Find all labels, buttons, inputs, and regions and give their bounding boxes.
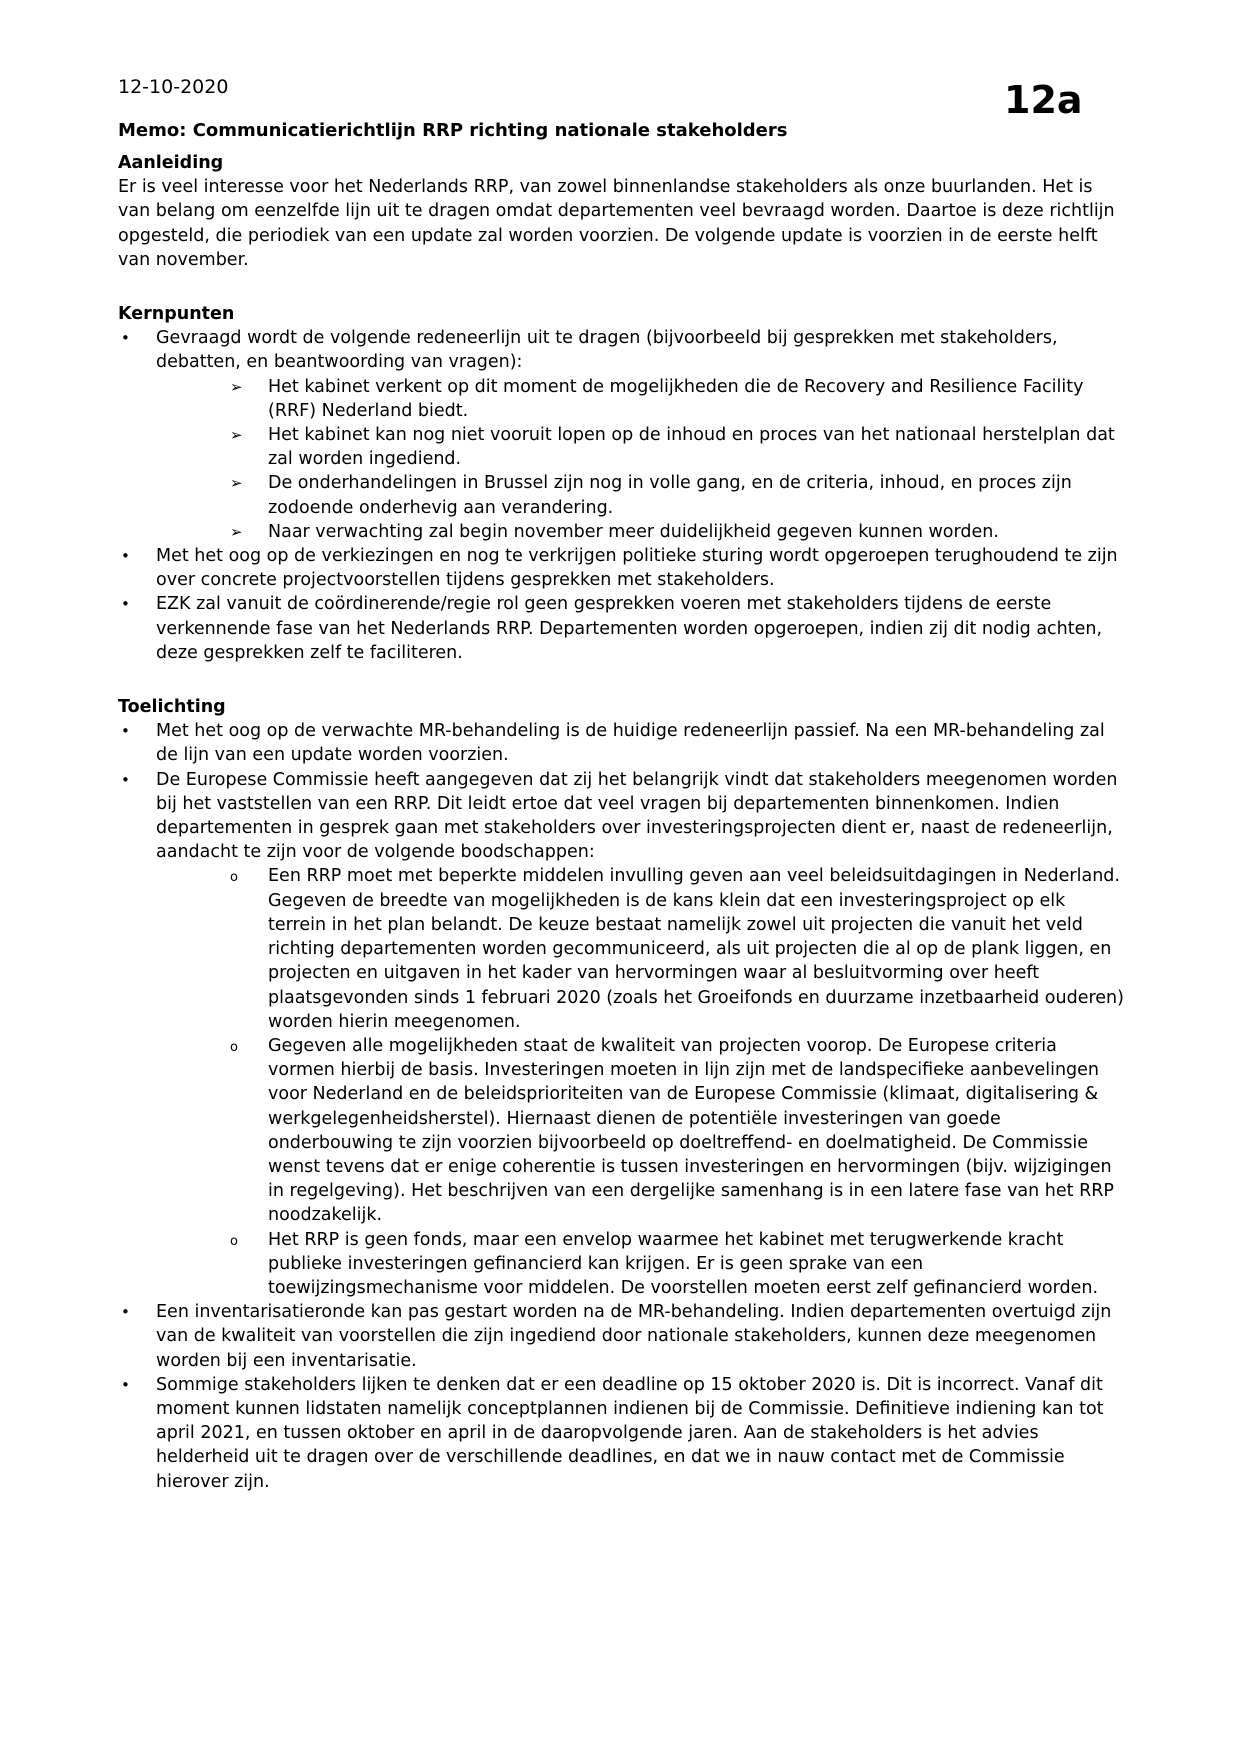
section-heading-kernpunten: Kernpunten: [118, 304, 235, 325]
sub-list-item: [230, 471, 1128, 519]
toelichting-list: [118, 719, 1128, 1494]
bullet-icon: •: [121, 595, 130, 614]
list-item: [118, 1373, 1128, 1494]
sub-list-item: [230, 1228, 1128, 1301]
circle-bullet-icon: o: [230, 870, 238, 886]
sub-list-item-text: Naar verwachting zal begin november meer duidelijkheid gegeven kunnen worden.: [268, 521, 999, 542]
bullet-icon: •: [121, 770, 130, 789]
list-item-text: Met het oog op de verkiezingen en nog te verkrijgen politieke sturing wordt opgeroepen terughoudend te zijn over concrete projectvoorstellen tijdens gesprekken met stakeholders.: [156, 546, 1118, 591]
sub-list-item-text: Het kabinet verkent op dit moment de mogelijkheden die de Recovery and Resilience Facility (RRF) Nederland biedt.: [268, 376, 1084, 421]
list-item-text: Gevraagd wordt de volgende redeneerlijn uit te dragen (bijvoorbeeld bij gesprekken met stakeholders, debatten, en beantwoording van vragen):: [156, 328, 1058, 373]
section-heading-aanleiding: Aanleiding: [118, 153, 224, 173]
aanleiding-paragraph: Er is veel interesse voor het Nederlands RRP, van zowel binnenlandse stakeholders als onze buurlanden. Het is van belang om eenzelfde lijn uit te dragen omdat departementen veel bevraagd worden. Daartoe is deze richtlijn opgesteld, die periodiek van een update zal worden voorzien. De volgende update is voorzien in de eerste helft van november.: [118, 177, 1115, 270]
kernpunten-list: [118, 326, 1128, 665]
list-item-text: Sommige stakeholders lijken te denken dat er een deadline op 15 oktober 2020 is. Dit is incorrect. Vanaf dit moment kunnen lidstaten namelijk conceptplannen indienen bij de Commissie. Definitieve indiening kan tot april 2021, en tussen oktober en april in de daaropvolgende jaren. Aan de stakeholders is het advies helderheid uit te dragen over de verschillende deadlines, en dat we in nauw contact met de Commissie hierover zijn.: [156, 1374, 1104, 1492]
document-number: 12a: [1004, 78, 1083, 122]
bullet-icon: •: [121, 722, 130, 741]
list-item-text: EZK zal vanuit de coördinerende/regie rol geen gesprekken voeren met stakeholders tijdens de eerste verkennende fase van het Nederlands RRP. Departementen worden opgeroepen, indien zij dit nodig achten, deze gesprekken zelf te faciliteren.: [156, 594, 1103, 663]
circle-bullet-icon: o: [230, 1039, 238, 1055]
list-item-text: De Europese Commissie heeft aangegeven dat zij het belangrijk vindt dat stakeholders meegenomen worden bij het vaststellen van een RRP. Dit leidt ertoe dat veel vragen bij departementen binnenkomen. Indien departementen in gesprek gaan met stakeholders over investeringsprojecten dient er, naast de redeneerlijn, aandacht te zijn voor de volgende boodschappen:: [156, 769, 1118, 863]
bullet-icon: •: [121, 1303, 130, 1322]
sub-list-item: [230, 423, 1128, 471]
memo-body: [118, 151, 1128, 1494]
arrow-bullet-icon: ➢: [230, 474, 243, 493]
sub-list-item: [230, 375, 1128, 423]
sub-list-item-text: Het RRP is geen fonds, maar een envelop waarmee het kabinet met terugwerkende kracht publieke investeringen gefinancierd kan krijgen. Er is geen sprake van een toewijzingsmechanisme voor middelen. De voorstellen moeten eerst zelf gefinancierd worden.: [268, 1229, 1099, 1298]
arrow-bullet-icon: ➢: [230, 377, 243, 396]
list-item: [118, 768, 1128, 1300]
bullet-icon: •: [121, 547, 130, 566]
bullet-icon: •: [121, 1375, 130, 1394]
list-item: [118, 544, 1128, 592]
list-item: [118, 1300, 1128, 1373]
sub-list-item-text: Het kabinet kan nog niet vooruit lopen op de inhoud en proces van het nationaal herstelplan dat zal worden ingediend.: [268, 425, 1115, 470]
memo-title: Memo: Communicatierichtlijn RRP richting nationale stakeholders: [118, 120, 788, 141]
memo-date: 12-10-2020: [118, 76, 229, 98]
sub-list-item: [230, 520, 1128, 544]
arrow-bullet-icon: ➢: [230, 522, 243, 541]
sub-list-item: [230, 1034, 1128, 1228]
section-heading-toelichting: Toelichting: [118, 697, 226, 718]
list-item: [118, 326, 1128, 544]
sub-list: [156, 375, 1128, 544]
sub-list-item-text: Een RRP moet met beperkte middelen invulling geven aan veel beleidsuitdagingen in Nederland. Gegeven de breedte van mogelijkheden is de kans klein dat een investeringsproject op elk terrein in het plan belandt. De keuze bestaat namelijk zowel uit projecten die vanuit het veld richting departementen worden gecommuniceerd, als uit projecten die al op de plank liggen, en projecten en uitgaven in het kader van hervormingen waar al besluitvorming over heeft plaatsgevonden sinds 1 februari 2020 (zoals het Groeifonds en duurzame inzetbaarheid ouderen) worden hierin meegenomen.: [268, 866, 1124, 1032]
list-item: [118, 592, 1128, 665]
list-item-text: Met het oog op de verwachte MR-behandeling is de huidige redeneerlijn passief. Na een MR-behandeling zal de lijn van een update worden voorzien.: [156, 721, 1105, 766]
sub-list-item-text: De onderhandelingen in Brussel zijn nog in volle gang, en de criteria, inhoud, en proces zijn zodoende onderhevig aan verandering.: [268, 473, 1072, 518]
list-item: [118, 719, 1128, 767]
bullet-icon: •: [121, 329, 130, 348]
sub-list-item-text: Gegeven alle mogelijkheden staat de kwaliteit van projecten voorop. De Europese criteria vormen hierbij de basis. Investeringen moeten in lijn zijn met de landspecifieke aanbevelingen voor Nederland en de beleidsprioriteiten van de Europese Commissie (klimaat, digitalisering & werkgelegenheidsherstel). Hiernaast dienen de potentiële investeringen van goede onderbouwing te zijn voorzien bijvoorbeeld op doeltreffend- en doelmatigheid. De Commissie wenst tevens dat er enige coherentie is tussen investeringen en hervormingen (bijv. wijzigingen in regelgeving). Het beschrijven van een dergelijke samenhang is in een latere fase van het RRP noodzakelijk.: [268, 1035, 1114, 1226]
sub-list-item: [230, 864, 1128, 1033]
list-item-text: Een inventarisatieronde kan pas gestart worden na de MR-behandeling. Indien departementen overtuigd zijn van de kwaliteit van voorstellen die zijn ingediend door nationale stakeholders, kunnen deze meegenomen worden bij een inventarisatie.: [156, 1302, 1112, 1371]
sub-list: [156, 864, 1128, 1300]
circle-bullet-icon: o: [230, 1233, 238, 1249]
arrow-bullet-icon: ➢: [230, 426, 243, 445]
